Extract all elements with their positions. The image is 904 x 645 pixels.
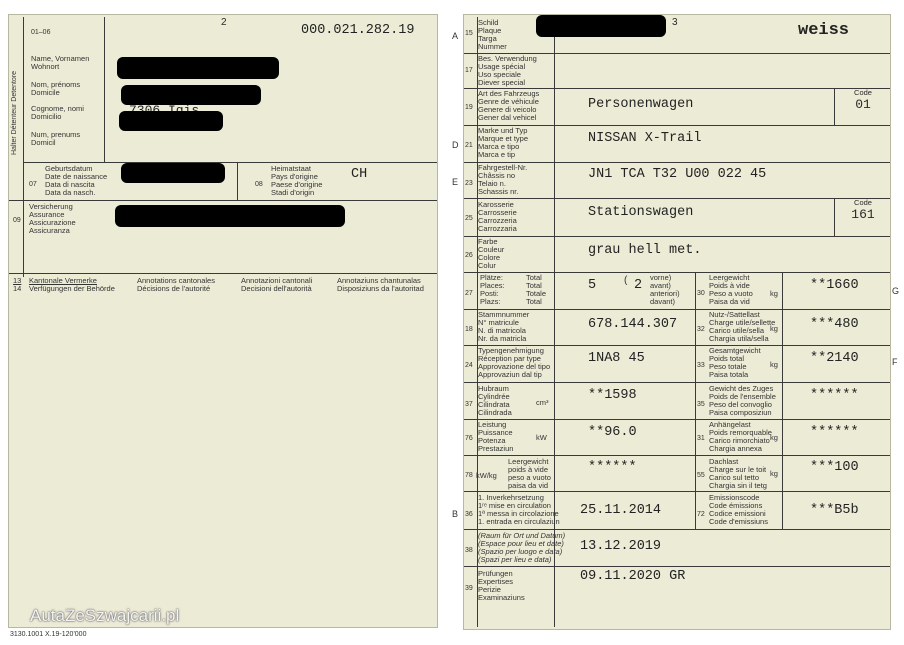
field-24-number: 24 [465,362,473,369]
field-08-label: Heimatstaat Pays d'origine Paese d'origine Stadi d'origin [271,164,323,197]
field-32-value: ***480 [810,317,859,332]
holder-vertical-label: Halter Détenteur Detentore [11,70,18,155]
divider-25 [464,198,890,199]
field-55-label: Dachlast Charge sur le toit Carico sul tetto Chargia sin il tetg [709,457,767,490]
divider-23 [464,162,890,163]
field-27-value: 5 [588,278,597,293]
divider-39 [464,566,890,567]
form-footer: 3130.1001 X.19-120'000 [10,631,87,638]
field-72-label: Emissionscode Code émissions Codice emissioni Code d'emissiuns [709,493,768,526]
field-37-label: Hubraum Cylindrée Cilindrata Cilindrada [478,384,512,417]
field-38-value: 13.12.2019 [580,539,662,554]
field-19-label: Art des Fahrzeugs Genre de véhicule Genere di veicolo Gener dal vehicel [478,89,540,122]
field-39-number: 39 [465,585,473,592]
field-38-label: (Raum für Ort und Datum) (Espace pour lieu et date) (Spazio per luogo e data) (Spazi per lieu e data) [478,531,566,564]
field-76-number: 76 [465,435,473,442]
field-21-number: 21 [465,142,473,149]
field-07-label: Geburtsdatum Date de naissance Data di nascita Data da nasch. [45,164,108,197]
field-35-number: 35 [697,401,705,408]
field-76-value: **96.0 [588,425,637,440]
annotations-it: Annotazioni cantonali Decisioni dell'autorità [241,276,313,293]
field-37-unit: cm³ [536,398,549,407]
field-25-code-label: Code [854,198,872,207]
field-09-number: 09 [13,217,21,224]
field-55-unit: kg [770,469,778,478]
right-page [463,14,891,630]
holder-divider [104,17,105,162]
field-21-label: Marke und Typ Marque et type Marca e tipo Marca e tip [478,126,529,159]
margin-letter-f: F [892,357,898,367]
divider-13 [9,273,437,274]
field-72-number: 72 [697,511,705,518]
divider-37 [464,382,890,383]
field-55-number: 55 [697,472,705,479]
field-15-label: Schild Plaque Targa Nummer [478,18,507,51]
left-margin-line [23,17,24,277]
annotations-rm: Annotaziuns chantunalas Disposiziuns da l'autoritad [337,276,424,293]
field-07-number: 07 [29,181,37,188]
divider-38 [464,529,890,530]
field-26-number: 26 [465,252,473,259]
field-32-label: Nutz-/Sattellast Charge utile/sellette Carico utile/sella Chargia utila/sella [709,310,776,343]
field-30-unit: kg [770,289,778,298]
field-36-value: 25.11.2014 [580,503,662,518]
field-26-label: Farbe Couleur Colore Colur [478,237,505,270]
field-36-number: 36 [465,511,473,518]
holder-name-label-it: Cognome, nomi Domicilio [31,104,84,121]
margin-letter-d: D [452,140,459,150]
field-08-value: CH [351,167,368,182]
field-01-value: 000.021.282.19 [301,23,415,38]
field-36-label: 1. Inverkehrsetzung 1ʳᵉ mise en circulation 1ª messa in circolazione 1. entrada en circulaziun [478,493,560,526]
field-23-number: 23 [465,180,473,187]
divider-26 [464,236,890,237]
field-26-value: grau hell met. [588,243,702,258]
field-31-number: 31 [697,435,705,442]
field-25-label: Karosserie Carrosserie Carrozzeria Carrozzaria [478,200,517,233]
divider-21 [464,125,890,126]
field-78-value: ****** [588,460,637,475]
field-19-value: Personenwagen [588,97,694,112]
divider-76 [464,419,890,420]
field-15-number: 15 [465,30,473,37]
annotations-fr: Annotations cantonales Décisions de l'autorité [137,276,215,293]
field-76-label: Leistung Puissance Potenza Prestaziun [478,420,514,453]
field-23-value: JN1 TCA T32 U00 022 45 [588,167,767,182]
field-27-label: Plätze: Places: Posti: Plazs: [480,273,505,306]
field-35-label: Gewicht des Zuges Poids de l'ensemble Peso del convoglio Paisa composiziun [709,384,776,417]
field-55-value: ***100 [810,460,859,475]
field-39-label: Prüfungen Expertises Perizie Examinaziuns [478,569,525,602]
field-21-value: NISSAN X-Trail [588,131,702,146]
field-78-label: Leergewicht poids à vide peso a vuoto paisa da vid [508,457,551,490]
page-number-right: 3 [672,17,678,28]
field-30-value: **1660 [810,278,859,293]
divider-09 [9,200,437,201]
field-78-number: 78 [465,472,473,479]
divider-07 [23,162,437,163]
field-27-front-label: vorne) avant) anteriori) davant) [650,273,680,306]
watermark: AutaZeSzwajcarii.pl [30,606,180,625]
field-39-value: 09.11.2020 GR [580,569,686,584]
field-14-label: Verfügungen der Behörde [29,284,115,293]
field-33-value: **2140 [810,351,859,366]
field-72-value: ***B5b [810,503,859,518]
redaction-firstname [121,85,261,105]
field-25-value: Stationswagen [588,205,694,220]
field-25-code-value: 161 [851,207,875,222]
field-14-number: 14 [13,284,22,293]
page-number-left: 2 [221,17,227,28]
redaction-birthdate [121,163,225,183]
field-27-front-paren: ( [624,275,628,286]
field-33-number: 33 [697,362,705,369]
field-08-number: 08 [255,181,263,188]
divider-36 [464,491,890,492]
redaction-name [117,57,279,79]
center-divider-36 [695,491,696,529]
field-37-number: 37 [465,401,473,408]
field-31-label: Anhängelast Poids remorquable Carico rimorchiato Chargia annexa [709,420,772,453]
field-17-number: 17 [465,67,473,74]
field-32-unit: kg [770,324,778,333]
field-33-label: Gesamtgewicht Poids total Peso totale Paisa totala [709,346,761,379]
margin-letter-b: B [452,509,459,519]
left-page [8,14,438,628]
holder-name-label: Name, Vornamen Wohnort [31,54,90,71]
field-18-number: 18 [465,326,473,333]
field-27-front-value: 2 [634,278,643,293]
redaction-insurance [115,205,345,227]
holder-name-label-rm: Num, prenums Domicil [31,130,81,147]
field-37-value: **1598 [588,388,637,403]
divider-07-08 [237,162,238,200]
field-25-number: 25 [465,215,473,222]
field-76-unit: kW [536,433,547,442]
field-78-unit: kW/kg [476,471,497,480]
field-35-value: ****** [810,388,859,403]
field-24-value: 1NA8 45 [588,351,645,366]
field-27-number: 27 [465,290,473,297]
field-19-number: 19 [465,104,473,111]
redaction-address [119,111,223,131]
field-09-label: Versicherung Assurance Assicurazione Assicuranza [29,202,76,235]
field-25-code [834,198,891,236]
field-31-value: ****** [810,425,859,440]
field-19-code [834,88,891,125]
redaction-plate [536,15,666,37]
field-18-value: 678.144.307 [588,317,678,332]
field-27-label-total: Total Total Totale Total [526,273,547,306]
field-19-code-value: 01 [855,97,871,112]
margin-letter-a: A [452,31,459,41]
field-18-label: Stammnummer N° matricule N. di matricola Nr. da matricla [478,310,530,343]
field-31-unit: kg [770,433,778,442]
color-value: weiss [798,21,850,40]
margin-letter-g: G [892,286,900,296]
field-01-number: 01–06 [31,29,51,36]
field-30-label: Leergewicht Poids à vide Peso a vuoto Paisa da vid [709,273,753,306]
holder-name-label-fr: Nom, prénoms Domicile [31,80,81,97]
field-19-code-label: Code [854,88,872,97]
field-30-number: 30 [697,290,705,297]
margin-letter-e: E [452,177,459,187]
field-13-label: Kantonale Vermerke [29,276,97,285]
field-17-label: Bes. Verwendung Usage spécial Uso speciale Diever special [478,54,537,87]
field-38-number: 38 [465,547,473,554]
field-32-number: 32 [697,326,705,333]
divider-78 [464,455,890,456]
field-13-number: 13 [13,276,22,285]
field-24-label: Typengenehmigung Réception par type Approvazione del tipo Approvaziun dal tip [478,346,551,379]
field-33-unit: kg [770,360,778,369]
field-23-label: Fahrgestell-Nr. Châssis no Telaio n. Schassis nr. [478,163,528,196]
